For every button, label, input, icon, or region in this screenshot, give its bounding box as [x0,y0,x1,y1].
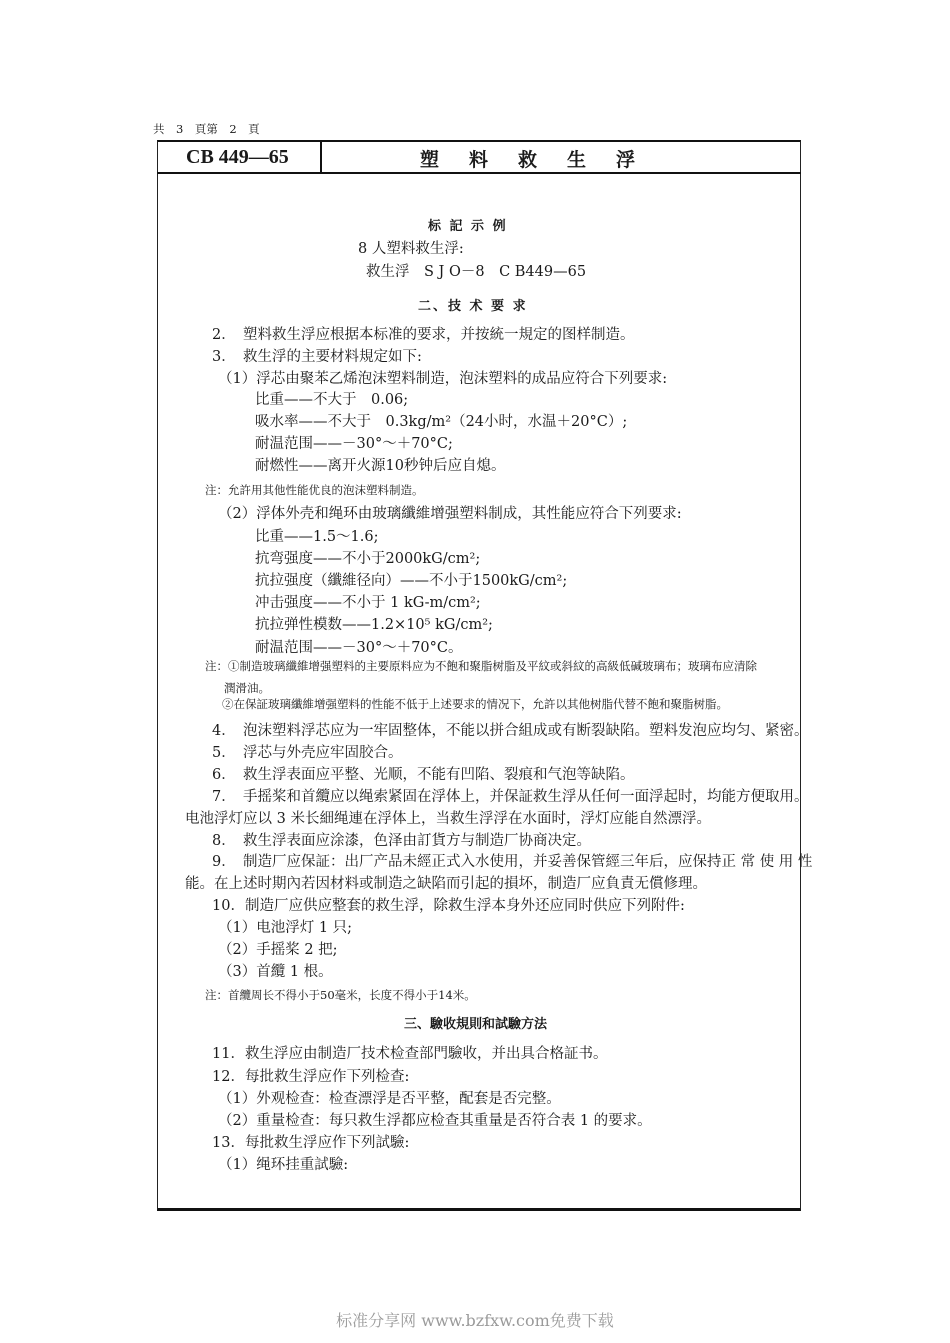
section-heading: 三、驗收規則和試驗方法 [404,1017,548,1032]
clause-line: 耐温范围——－30°～＋70°C。 [255,640,463,656]
clause-line: （1）电池浮灯 1 只; [218,920,353,936]
document-title: 塑料救生浮 [420,149,666,171]
note-line: ②在保証玻璃纖維增强塑料的性能不低于上述要求的情况下，允許以其他树脂代替不飽和聚脂树脂。 [222,697,728,711]
clause-line: 5． 浮芯与外壳应牢固胶合。 [212,745,403,761]
marking-heading: 标 記 示 例 [428,219,508,234]
clause-line: （2）浮体外壳和绳环由玻璃纖維增强塑料制成，其性能应符合下列要求: [218,506,682,522]
standard-code: CB 449—65 [186,146,289,168]
clause-line: 电池浮灯应以 3 米长細绳連在浮体上，当救生浮浮在水面时，浮灯应能自然漂浮。 [185,811,711,827]
clause-line: （1）绳环挂重試驗: [218,1157,349,1173]
clause-line: 9． 制造厂应保証：出厂产品未經正式入水使用，并妥善保管經三年后，应保持正 常 使 用 性 [212,854,813,870]
section-heading: 二、技 术 要 求 [418,299,528,314]
clause-line: 抗拉弹性模数——1.2×10⁵ kG/cm²; [255,617,493,633]
clause-line: 12．每批救生浮应作下列检查: [212,1069,410,1085]
clause-line: 4． 泡沫塑料浮芯应为一牢固整体，不能以拼合組成或有断裂缺陷。塑料发泡应均匀、紧密。 [212,723,809,739]
clause-line: 6． 救生浮表面应平整、光顺，不能有凹陷、裂痕和气泡等缺陷。 [212,767,635,783]
note-line: 注：①制造玻璃纖維增强塑料的主要原料应为不飽和聚脂树脂及平紋或斜紋的高級低碱玻璃布；玻璃布应清除 [205,659,757,673]
clause-line: 抗拉强度（纖維径向）——不小于1500kG/cm²; [255,573,568,589]
clause-line: （2）手摇桨 2 把; [218,942,338,958]
note-line: 注：允許用其他性能优良的泡沫塑料制造。 [205,483,424,497]
clause-line: 3． 救生浮的主要材料規定如下: [212,349,422,365]
clause-line: 能。在上述时期內若因材料或制造之缺陷而引起的損坏，制造厂应負責无償修理。 [185,876,707,892]
clause-line: （2）重量检查：每只救生浮都应检查其重量是否符合表 1 的要求。 [218,1113,652,1129]
clause-line: 7． 手摇桨和首纜应以绳索紧固在浮体上，并保証救生浮从任何一面浮起时，均能方便取用。 [212,789,809,805]
clause-line: 2． 塑料救生浮应根据本标准的要求，并按統一規定的图样制造。 [212,327,635,343]
clause-line: 10．制造厂应供应整套的救生浮，除救生浮本身外还应同时供应下列附件: [212,898,685,914]
clause-line: 吸水率——不大于 0.3kg/m²（24小时，水温＋20°C）; [255,414,628,430]
clause-line: 耐温范围——－30°～＋70°C; [255,436,453,452]
clause-line: 11．救生浮应由制造厂技术检查部門驗收，并出具合格証书。 [212,1046,608,1062]
note-line: 潤滑油。 [224,681,270,695]
clause-line: 比重——不大于 0.06; [255,392,409,408]
header-divider [157,172,801,174]
page-counter: 共 3 頁第 2 頁 [153,122,260,136]
clause-line: 冲击强度——不小于 1 kG-m/cm²; [255,595,481,611]
marking-line: 救生浮 S J O－8 C B449—65 [366,264,587,280]
header-vertical-divider [320,141,322,173]
clause-line: （1）浮芯由聚苯乙烯泡沫塑料制造，泡沫塑料的成品应符合下列要求: [218,371,668,387]
clause-line: 抗弯强度——不小于2000kG/cm²; [255,551,481,567]
note-line: 注：首纜周长不得小于50毫米，长度不得小于14米。 [205,988,476,1002]
clause-line: 比重——1.5～1.6; [255,529,379,545]
clause-line: （3）首纜 1 根。 [218,964,333,980]
watermark: 标准分享网 www.bzfxw.com免费下载 [336,1311,614,1330]
clause-line: 耐燃性——离开火源10秒钟后应自熄。 [255,458,506,474]
clause-line: 13．每批救生浮应作下列試驗: [212,1135,410,1151]
clause-line: 8． 救生浮表面应涂漆，色泽由訂貨方与制造厂协商决定。 [212,833,591,849]
marking-line: 8 人塑料救生浮: [358,241,464,257]
clause-line: （1）外观检查：检查漂浮是否平整，配套是否完整。 [218,1091,561,1107]
